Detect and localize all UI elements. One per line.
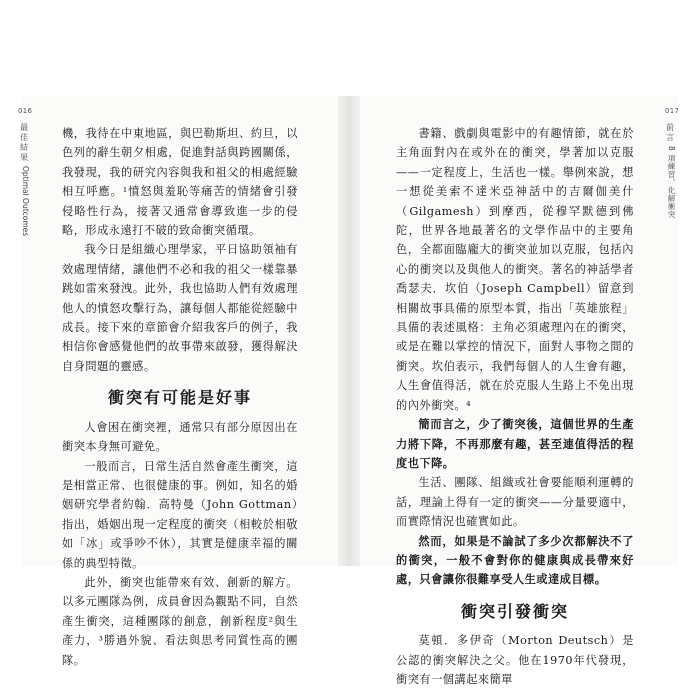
right-running-head: [666, 123, 678, 218]
left-running-head: [20, 123, 32, 236]
left-text-column: [62, 124, 298, 670]
section-heading: 衝突有可能是好事: [107, 388, 252, 408]
right-page-number: 017: [665, 107, 680, 115]
paragraph: 此外，衝突也能帶來有效、創新的解方。以多元團隊為例，成員會因為觀點不同，自然產生衝突，這種團隊的創意，創新程度²與生產力，³勝過外貌、看法與思考同質性高的團隊。: [62, 575, 298, 667]
running-head-english: Optimal Outcomes: [21, 166, 30, 237]
book-gutter: [338, 96, 360, 566]
bold-paragraph: 簡而言之，少了衝突後，這個世界的生產力將下降，不再那麼有趣，甚至連值得活的程度也下降。: [396, 417, 634, 470]
paragraph: 書籍、戲劇與電影中的有趣情節，就在於主角面對內在或外在的衝突，學著加以克服——一定程度上，生活也一樣。舉例來說，想一想從美索不達米亞神話中的吉爾伽美什（Gilgamesh）到摩西，從穆罕默德到佛陀，世界各地最著名的文學作品中的主要角色，全都面臨龐大的衝突並加以克服，包括內心的衝突以及與他人的衝突。著名的神話學者喬瑟夫．坎伯（Joseph Campbell）留意到相關故事具備的原型本質，指出「英雄旅程」具備的表述風格：主角必須處理內在的衝突，或是在難以掌控的情況下，面對人事物之間的衝突。坎伯表示，我們每個人的人生會有趣，人生會值得活，就在於克服人生路上不免出現的內外衝突。⁴: [396, 127, 634, 412]
paragraph: 人會困在衝突裡，通常只有部分原因出在衝突本身無可避免。: [62, 420, 298, 454]
bold-paragraph: 然而，如果是不論試了多少次都解決不了的衝突，一般不會對你的健康與成長帶來好處，只會讓你很難享受人生或達成目標。: [396, 533, 634, 587]
running-head-subtitle: 8 項練習，化解衝突: [667, 146, 676, 219]
running-head-title: 前言: [666, 123, 674, 142]
left-page-number: 016: [18, 107, 33, 115]
paragraph: 我今日是組織心理學家，平日協助領袖有效處理情緒，讓他們不必和我的祖父一樣靠暴跳如雷來發洩。此外，我也協助人們有效處理他人的憤怒攻擊行為，讓每個人都能從經驗中成長。接下來的章節會介紹我客戶的例子，我相信你會感覺他們的故事帶來啟發，獲得解決自身問題的靈感。: [62, 243, 298, 373]
section-heading: 衝突引發衝突: [460, 601, 569, 621]
right-text-column: [396, 124, 634, 689]
paragraph: 一般而言，日常生活自然會產生衝突，這是相當正常、也很健康的事。例如，知名的婚姻研究學者約翰．高特曼（John Gottman）指出，婚姻出現一定程度的衝突（相較於相敬如「冰」或爭吵不休），其實是健康幸福的關係的典型特徵。: [62, 459, 298, 570]
paragraph: 機，我待在中東地區，與巴勒斯坦、約旦，以色列的辭生朝夕相處，促進對話與跨國關係，我發現，我的研究內容與我和祖父的相處經驗相互呼應。¹憤怒與羞恥等痛苦的情緒會引發侵略性行為，接著又通常會導致進一步的侵略，形成永遠打不破的致命衝突循環。: [62, 127, 298, 238]
running-head-title: 最佳結果: [20, 123, 28, 162]
paragraph: 莫頓．多伊奇（Morton Deutsch）是公認的衝突解決之父。他在1970年代發現，衝突有一個講起來簡單: [396, 634, 634, 686]
paragraph: 生活、團隊、組織或社會要能順利運轉的話，理論上得有一定的衝突——分量要適中，而實際情況也確實如此。: [396, 476, 634, 529]
